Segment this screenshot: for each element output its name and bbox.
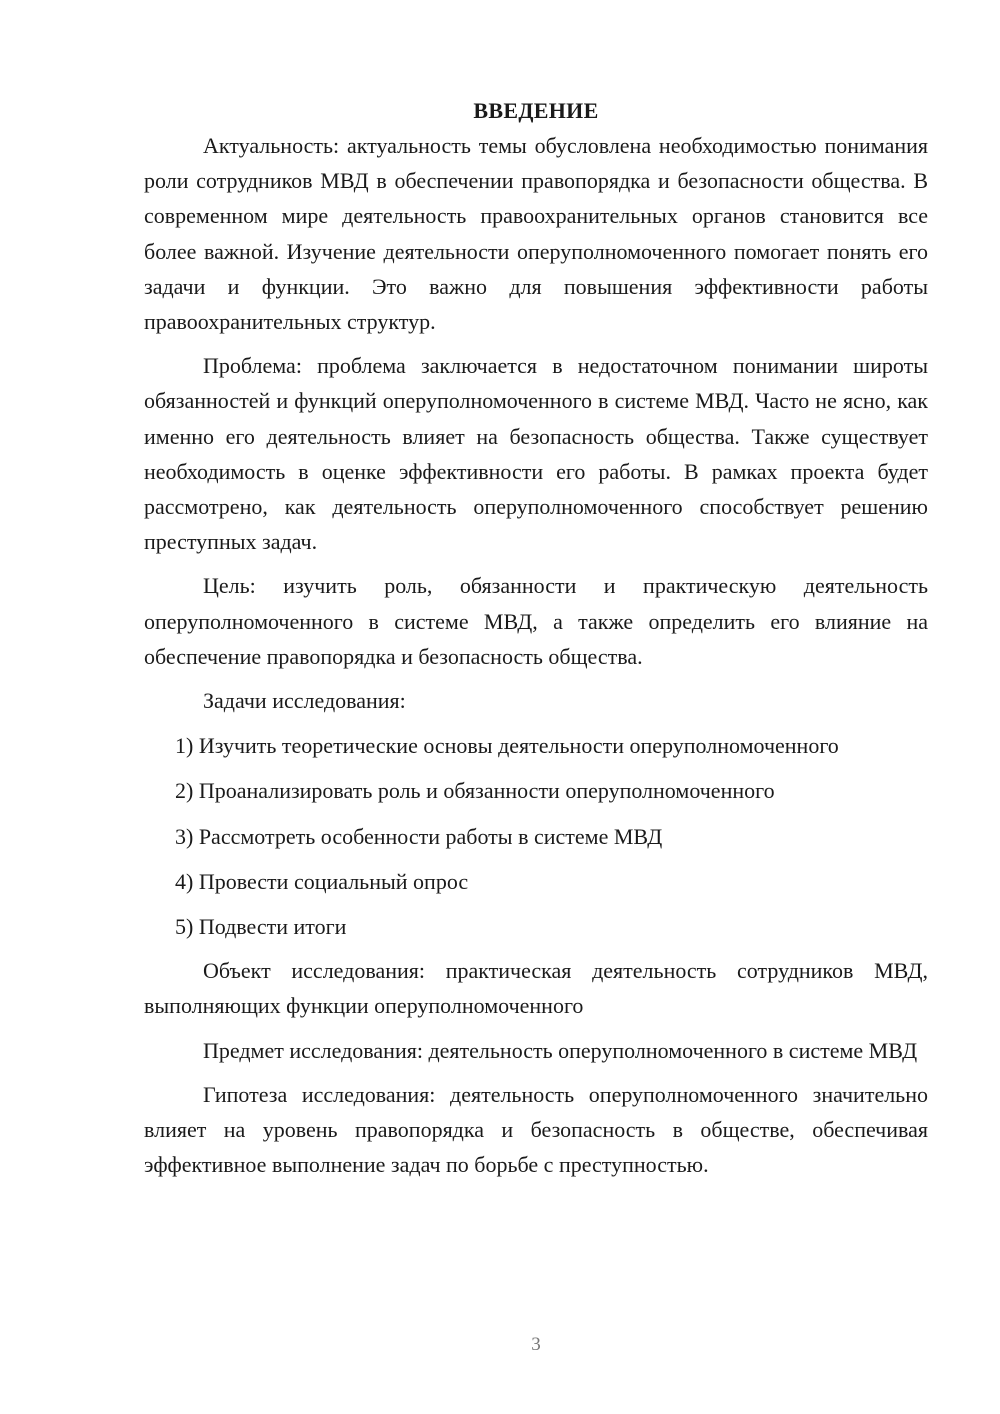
tasks-list: [144, 728, 928, 944]
problem-paragraph: Проблема: проблема заключается в недостаточном понимании широты обязанностей и функций оперуполномоченного в системе МВД. Часто не ясно, как именно его деятельность влияет на безопасность общества. Также существует необходимость в оценке эффективности его работы. В рамках проекта будет рассмотрено, как деятельность оперуполномоченного способствует решению преступных задач.: [144, 353, 928, 555]
task-item-3: 3) Рассмотреть особенности работы в системе МВД: [175, 823, 663, 849]
task-item-1: 1) Изучить теоретические основы деятельности оперуполномоченного: [175, 733, 839, 759]
task-item-2: 2) Проанализировать роль и обязанности оперуполномоченного: [175, 778, 775, 804]
tasks-heading: Задачи исследования:: [203, 688, 406, 714]
object-paragraph: Объект исследования: практическая деятельность сотрудников МВД, выполняющих функции оперуполномоченного: [144, 958, 928, 1019]
task-item-4: 4) Провести социальный опрос: [175, 868, 469, 894]
relevance-paragraph: Актуальность: актуальность темы обусловлена необходимостью понимания роли сотрудников МВД в обеспечении правопорядка и безопасности общества. В современном мире деятельность правоохранительных органов становится все более важной. Изучение деятельности оперуполномоченного помогает понять его задачи и функции. Это важно для повышения эффективности работы правоохранительных структур.: [144, 133, 928, 335]
page-number: 3: [531, 1334, 541, 1355]
document-page: [144, 93, 928, 1182]
subject-paragraph: Предмет исследования: деятельность оперуполномоченного в системе МВД: [203, 1037, 918, 1063]
task-item-5: 5) Подвести итоги: [175, 914, 347, 940]
section-title: ВВЕДЕНИЕ: [473, 98, 599, 123]
goal-paragraph: Цель: изучить роль, обязанности и практическую деятельность оперуполномоченного в системе МВД, а также определить его влияние на обеспечение правопорядка и безопасность общества.: [144, 573, 928, 669]
hypothesis-paragraph: Гипотеза исследования: деятельность оперуполномоченного значительно влияет на уровень правопорядка и безопасность в обществе, обеспечивая эффективное выполнение задач по борьбе с преступностью.: [144, 1081, 928, 1178]
